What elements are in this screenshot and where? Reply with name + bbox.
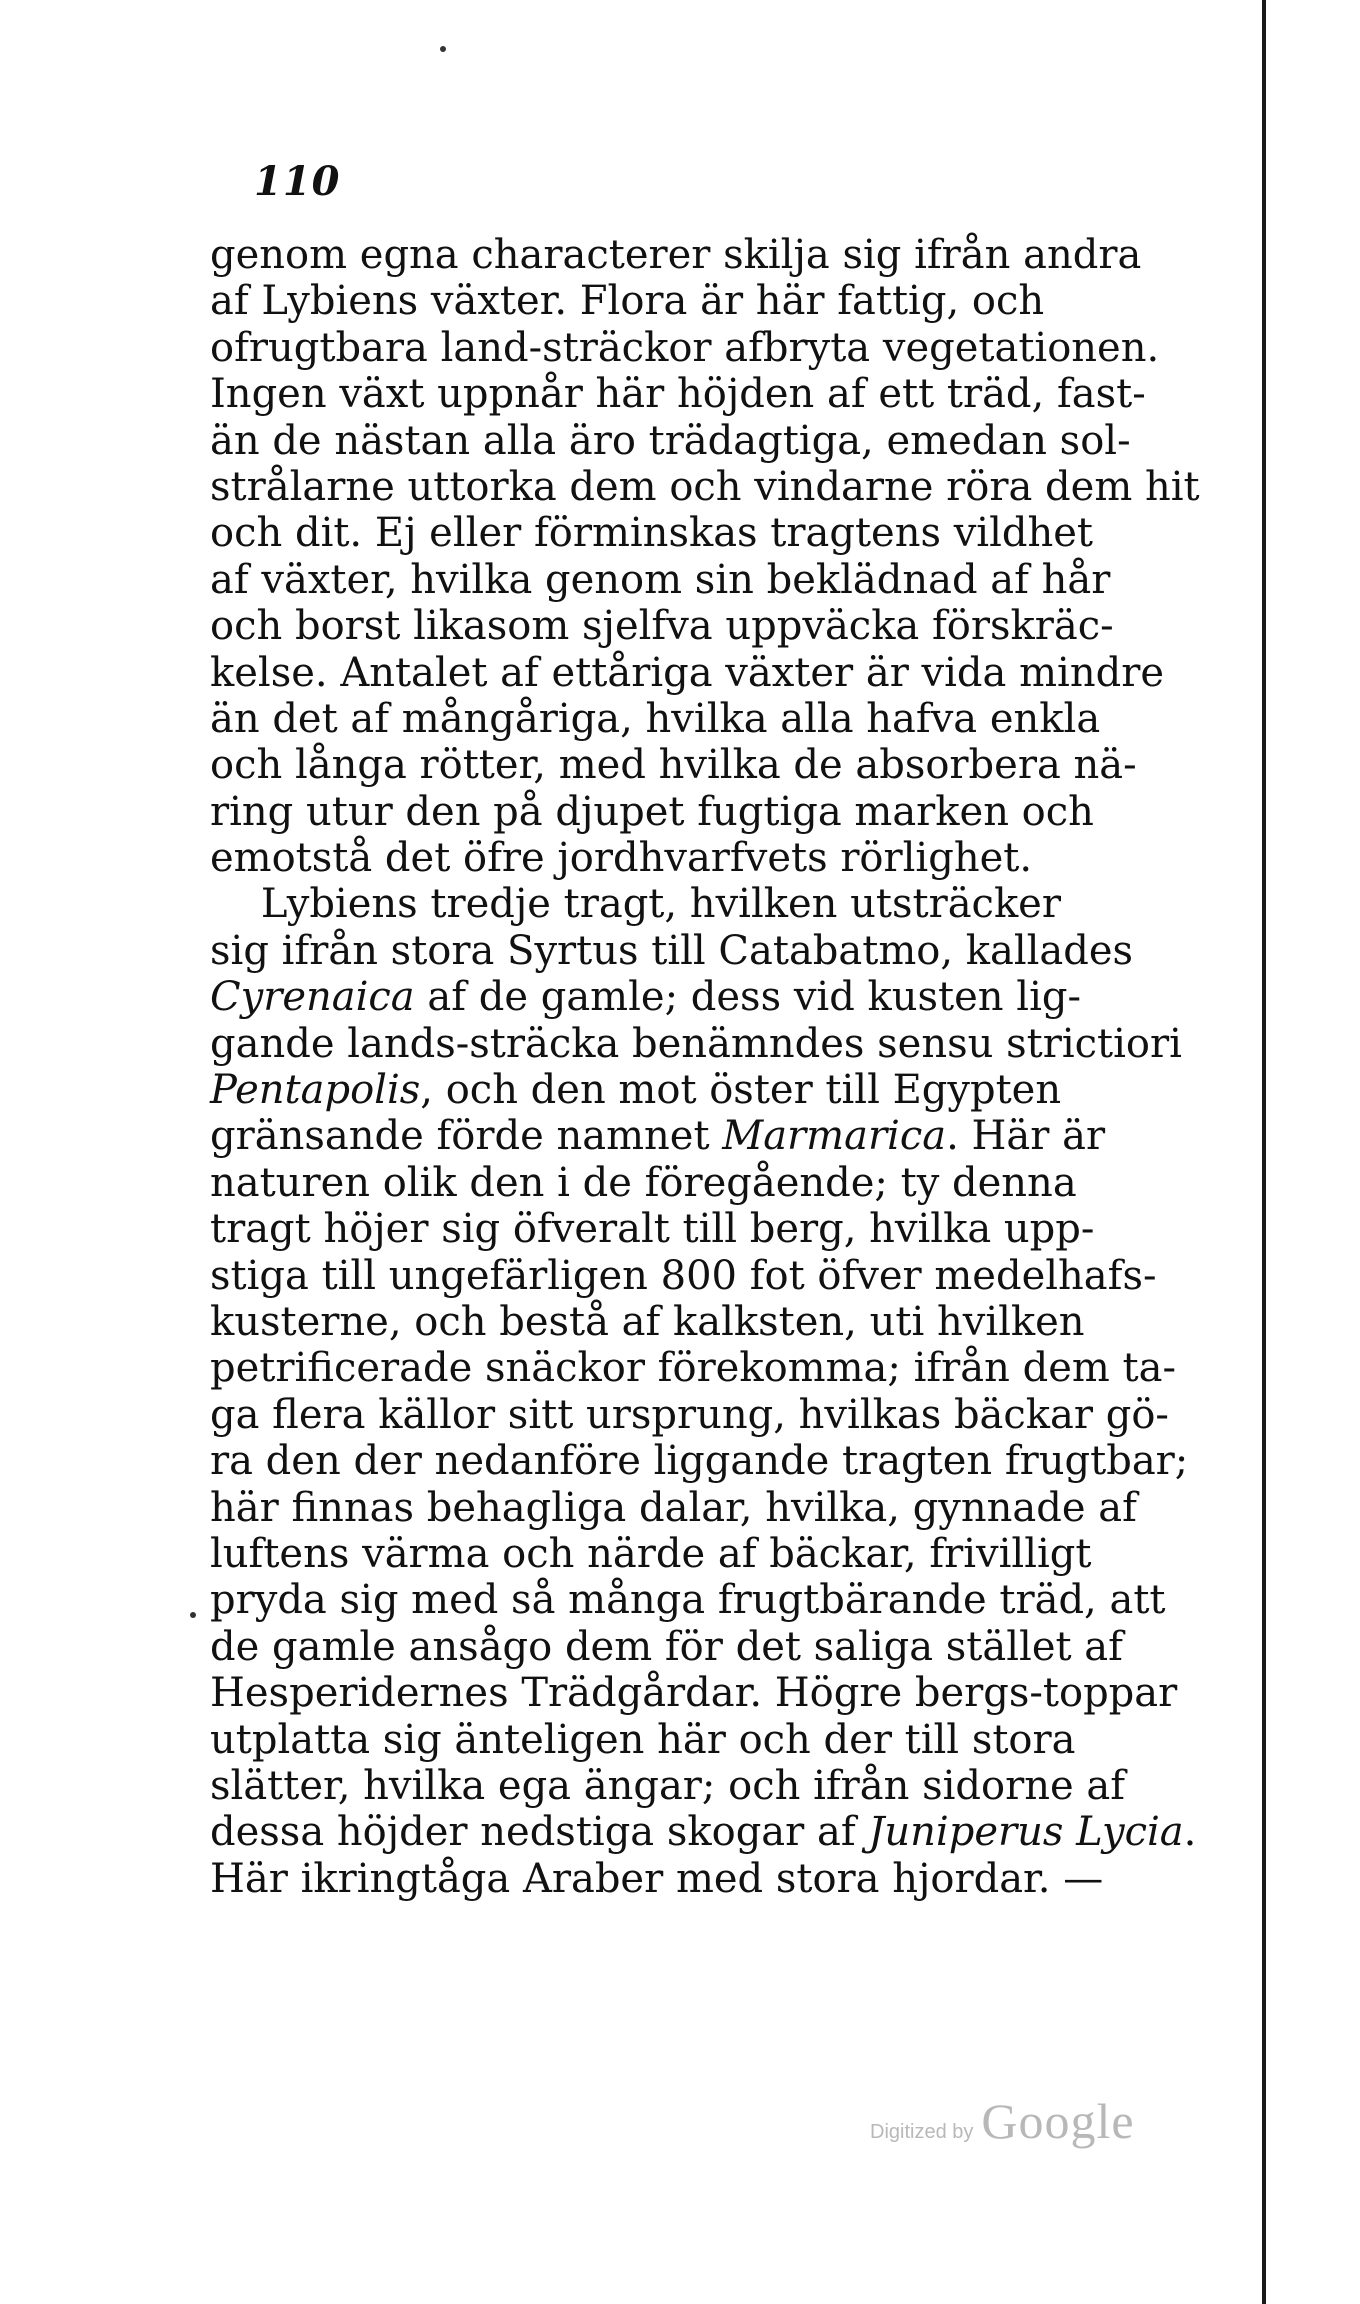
text-segment: och långa rötter, med hvilka de absorbera nä- — [210, 742, 1137, 789]
text-line — [210, 278, 1220, 324]
text-line — [210, 1021, 1220, 1067]
text-line — [210, 418, 1220, 464]
text-line — [210, 1809, 1220, 1855]
text-segment: gande lands-sträcka benämndes sensu strictiori — [210, 1020, 1182, 1067]
text-line — [210, 650, 1220, 696]
text-segment: . — [1183, 1809, 1197, 1856]
text-line — [210, 742, 1220, 788]
text-segment: pryda sig med så många frugtbärande träd, att — [210, 1577, 1166, 1624]
text-segment: luftens värma och närde af bäckar, frivilligt — [210, 1530, 1092, 1577]
text-segment: Ingen växt uppnår här höjden af ett träd, fast- — [210, 371, 1146, 418]
text-segment: sig ifrån stora Syrtus till Catabatmo, kallades — [210, 927, 1134, 974]
text-line — [210, 1160, 1220, 1206]
text-segment: stiga till ungefärligen 800 fot öfver medelhafs- — [210, 1252, 1157, 1299]
text-segment: gränsande förde namnet — [210, 1113, 723, 1160]
text-line — [210, 835, 1220, 881]
text-segment: genom egna characterer skilja sig ifrån andra — [210, 232, 1142, 278]
text-line — [210, 1438, 1220, 1484]
text-line — [210, 1670, 1220, 1716]
text-line — [210, 557, 1220, 603]
text-segment: ofrugtbara land-sträckor afbryta vegetationen. — [210, 324, 1160, 371]
text-line — [210, 510, 1220, 556]
text-segment: och dit. Ej eller förminskas tragtens vildhet — [210, 510, 1093, 557]
text-segment: slätter, hvilka ega ängar; och ifrån sidorne af — [210, 1762, 1126, 1809]
text-segment: än de nästan alla äro trädagtiga, emedan sol- — [210, 417, 1131, 464]
text-line — [210, 1392, 1220, 1438]
text-line — [210, 1717, 1220, 1763]
text-line — [210, 789, 1220, 835]
body-text — [210, 232, 1220, 1902]
text-segment: kelse. Antalet af ettåriga växter är vida mindre — [210, 649, 1164, 696]
stray-ink-mark — [190, 1612, 196, 1618]
italic-term: Pentapolis — [210, 1067, 421, 1114]
text-line — [210, 974, 1220, 1020]
text-line — [210, 603, 1220, 649]
text-segment: Hesperidernes Trädgårdar. Högre bergs-toppar — [210, 1670, 1178, 1717]
italic-term: Juniperus Lycia — [868, 1809, 1184, 1856]
text-line — [210, 1253, 1220, 1299]
text-segment: kusterne, och bestå af kalksten, uti hvilken — [210, 1298, 1085, 1345]
watermark-prefix: Digitized by — [870, 2121, 974, 2143]
text-segment: utplatta sig änteligen här och der till stora — [210, 1716, 1076, 1763]
text-segment: ring utur den på djupet fugtiga marken och — [210, 788, 1094, 835]
text-segment: Här ikringtåga Araber med stora hjordar. — — [210, 1855, 1104, 1902]
text-segment: tragt höjer sig öfveralt till berg, hvilka upp- — [210, 1206, 1095, 1253]
text-segment: än det af mångåriga, hvilka alla hafva enkla — [210, 695, 1101, 742]
text-segment: af Lybiens växter. Flora är här fattig, och — [210, 278, 1045, 325]
page-edge-rule — [1262, 0, 1266, 2304]
text-segment: och borst likasom sjelfva uppväcka förskräc- — [210, 603, 1114, 650]
text-line — [210, 1624, 1220, 1670]
text-segment: strålarne uttorka dem och vindarne röra dem hit — [210, 463, 1200, 510]
text-segment: här finnas behagliga dalar, hvilka, gynnade af — [210, 1484, 1137, 1531]
text-segment: ga flera källor sitt ursprung, hvilkas bäckar gö- — [210, 1391, 1169, 1438]
text-segment: naturen olik den i de föregående; ty denna — [210, 1159, 1077, 1206]
text-line — [210, 1345, 1220, 1391]
text-line — [210, 1206, 1220, 1252]
text-line — [210, 325, 1220, 371]
stray-ink-mark — [440, 46, 446, 52]
text-segment: de gamle ansågo dem för det saliga stället af — [210, 1623, 1123, 1670]
text-line — [210, 1531, 1220, 1577]
text-segment: af de gamle; dess vid kusten lig- — [414, 974, 1081, 1021]
italic-term: Marmarica — [722, 1113, 947, 1160]
text-line — [210, 1299, 1220, 1345]
text-segment: Lybiens tredje tragt, hvilken utsträcker — [210, 881, 1061, 928]
text-segment: ra den der nedanföre liggande tragten frugtbar; — [210, 1438, 1189, 1485]
page-number: 110 — [254, 158, 341, 205]
text-line — [210, 232, 1220, 278]
text-line — [210, 1067, 1220, 1113]
text-segment: af växter, hvilka genom sin beklädnad af hår — [210, 556, 1111, 603]
text-line — [210, 1485, 1220, 1531]
digitized-watermark — [870, 2092, 1135, 2150]
text-line — [210, 371, 1220, 417]
text-segment: emotstå det öfre jordhvarfvets rörlighet. — [210, 835, 1033, 882]
text-line — [210, 1113, 1220, 1159]
text-line — [210, 881, 1220, 927]
text-line — [210, 464, 1220, 510]
text-segment: dessa höjder nedstiga skogar af — [210, 1809, 869, 1856]
italic-term: Cyrenaica — [210, 974, 415, 1021]
text-segment: petrificerade snäckor förekomma; ifrån dem ta- — [210, 1345, 1176, 1392]
text-line — [210, 1856, 1220, 1902]
google-logo: Google — [981, 2093, 1135, 2149]
text-line — [210, 1577, 1220, 1623]
text-segment: . Här är — [946, 1113, 1106, 1160]
text-line — [210, 928, 1220, 974]
text-line — [210, 1763, 1220, 1809]
text-segment: , och den mot öster till Egypten — [420, 1067, 1062, 1114]
text-line — [210, 696, 1220, 742]
